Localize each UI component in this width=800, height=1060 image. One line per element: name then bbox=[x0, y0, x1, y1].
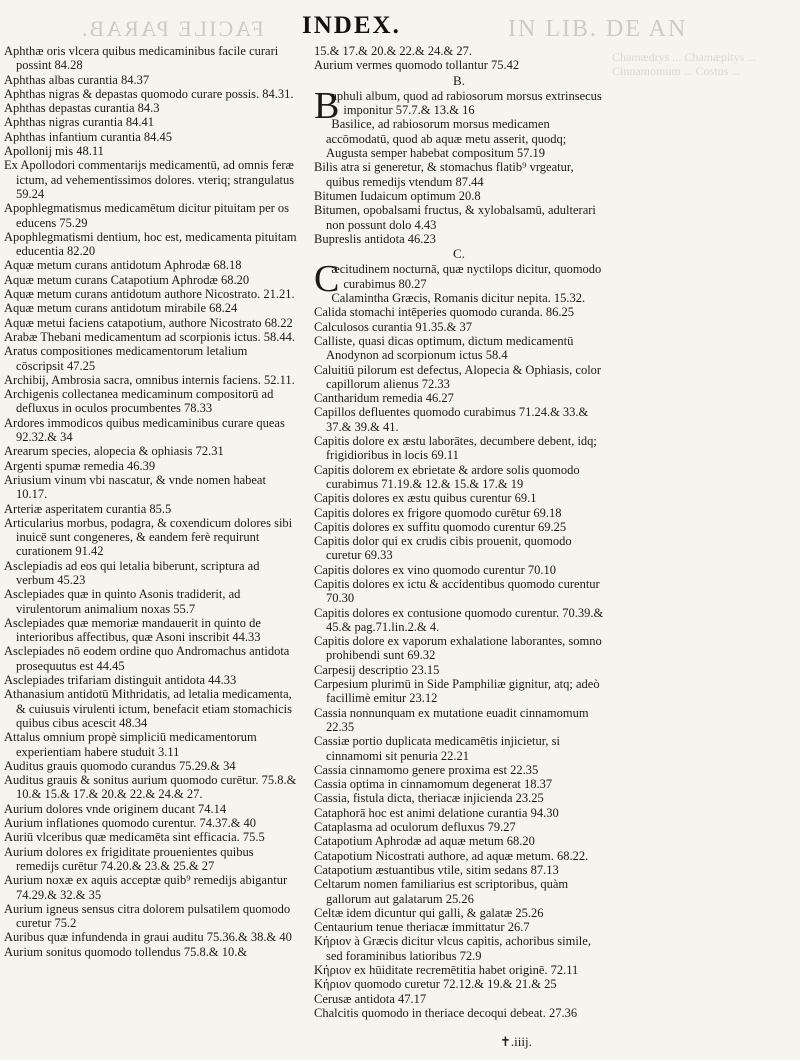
index-entry: Archigenis collectanea medicaminum compositorū ad defluxus in oculos procumbentes 78.33 bbox=[4, 387, 274, 416]
index-entry: Aurium noxæ ex aquis acceptæ quib⁹ remedijs abigantur 74.29.& 32.& 35 bbox=[4, 873, 288, 902]
index-entry: Cataphorā hoc est animi delatione curantia 94.30 bbox=[314, 805, 559, 820]
index-entry: Cassia optima in cinnamomum degenerat 18.37 bbox=[314, 777, 553, 792]
index-entry: Bilis atra si generetur, & stomachus flatib⁹ vrgeatur, quibus remedijs vtendum 87.44 bbox=[314, 160, 574, 189]
index-entry: Aratus compositiones medicamentorum letalium cōscripsit 47.25 bbox=[4, 344, 248, 373]
bleed-through-header-left: FACILE PARAB. bbox=[80, 16, 264, 41]
index-entry: Asclepiadis ad eos qui letalia biberunt, scriptura ad verbum 45.23 bbox=[4, 558, 260, 587]
index-entry: Aphthas depastas curantia 84.3 bbox=[4, 101, 160, 116]
index-entry: Cerusæ antidota 47.17 bbox=[314, 991, 427, 1006]
index-entry: Arteriæ asperitatem curantia 85.5 bbox=[4, 501, 172, 516]
index-entry: Aquæ metui faciens catapotium, authore Nicostrato 68.22 bbox=[4, 315, 293, 330]
index-entry: Capitis dolores ex contusione quomodo curentur. 70.39.& 45.& pag.71.lin.2.& 4. bbox=[314, 605, 604, 634]
letter-heading-b: B. bbox=[453, 72, 465, 88]
index-entry: Asclepiades quæ in quinto Asonis tradiderit, ad virulentorum animalium noxas 55.7 bbox=[4, 587, 241, 616]
index-entry: Capitis dolores ex suffitu quomodo curentur 69.25 bbox=[314, 519, 567, 534]
index-entry: Catapotium æstuantibus vtile, sitim sedans 87.13 bbox=[314, 862, 559, 877]
drop-capital: B bbox=[314, 84, 340, 127]
right-index-column bbox=[314, 44, 604, 1020]
page-title: INDEX. bbox=[302, 12, 401, 39]
index-entry: Capitis dolore ex vaporum exhalatione laborantes, somno prohibendi sunt 69.32 bbox=[314, 634, 602, 663]
index-entry: Aquæ metum curans Catapotium Aphrodæ 68.20 bbox=[4, 272, 250, 287]
index-entry: Capillos defluentes quomodo curabimus 71.24.& 33.& 37.& 39.& 41. bbox=[314, 405, 589, 434]
index-entry: Cataplasma ad oculorum defluxus 79.27 bbox=[314, 820, 516, 835]
index-entry: Capitis dolores ex æstu quibus curentur 69.1 bbox=[314, 491, 537, 506]
index-entry: 15.& 17.& 20.& 22.& 24.& 27. bbox=[314, 44, 472, 58]
index-entry: Aphthas nigras & depastas quomodo curare possis. 84.31. bbox=[4, 86, 294, 101]
index-entry: Ardores immodicos quibus medicaminibus curare queas 92.32.& 34 bbox=[4, 415, 285, 445]
index-entry: Auribus quæ infundenda in graui auditu 75.36.& 38.& 40 bbox=[4, 930, 292, 945]
index-entry: Aurium igneus sensus citra dolorem pulsatilem quomodo curetur 75.2 bbox=[4, 901, 291, 931]
index-entry: Calida stomachi intēperies quomodo curanda. 86.25 bbox=[314, 305, 575, 320]
index-entry: Asclepiades quæ memoriæ mandauerit in quinto de interioribus affectibus, quæ Asoni inscribit 44.33 bbox=[4, 615, 261, 645]
index-entry: Aphthas albas curantia 84.37 bbox=[4, 72, 150, 87]
index-entry: Bupreslis antidota 46.23 bbox=[314, 231, 436, 246]
index-entry: Centaurium tenue theriacæ immittatur 26.7 bbox=[314, 920, 530, 935]
drop-capital: C bbox=[314, 258, 340, 301]
index-entry: Ex Apollodori commentarijs medicamentū, ad omnis feræ ictum, ad vehementissimos dolores. vteriq; strangulatus 59.24 bbox=[4, 158, 295, 201]
index-entry: Calamintha Græcis, Romanis dicitur nepita. 15.32. bbox=[331, 291, 586, 306]
index-entry: B aphuli album, quod ad rabiosorum morsus extrinsecus imponitur 57.7.& 13.& 16 bbox=[314, 84, 602, 127]
bleed-through-text: Chamædrys ... Chamæpitys ... Cinnamomum ... Costus ... bbox=[612, 50, 757, 79]
index-entry: Basilice, ad rabiosorum morsus medicamen accōmodatū, quod ab aquæ metu asserit, quodq; Augusta semper habebat compositum 57.19 bbox=[326, 117, 567, 161]
index-entry: Catapotium Nicostrati authore, ad aquæ metum. 68.22. bbox=[314, 848, 589, 863]
index-entry: Aphthas infantium curantia 84.45 bbox=[4, 129, 173, 144]
index-entry: Asclepiades trifariam distinguit antidota 44.33 bbox=[4, 673, 237, 688]
index-entry: Archibij, Ambrosia sacra, omnibus internis faciens. 52.11. bbox=[4, 372, 295, 387]
index-entry: Aurium dolores ex frigiditate prouenientes quibus remedijs curētur 74.20.& 23.& 25.& 27 bbox=[4, 844, 254, 873]
bleed-through-header-right: IN LIB. DE AN bbox=[508, 16, 688, 42]
index-entry: C æcitudinem nocturnā, quæ nyctilops dicitur, quomodo curabimus 80.27 bbox=[314, 258, 602, 301]
index-entry: Auriū vlceribus quæ medicamēta sint efficacia. 75.5 bbox=[4, 830, 265, 845]
index-entry: Arearum species, alopecia & ophiasis 72.31 bbox=[4, 444, 224, 459]
index-entry: Carpesium plurimū in Side Pamphiliæ gignitur, atq; adeò facillimè emitur 23.12 bbox=[314, 677, 600, 706]
index-entry: Argenti spumæ remedia 46.39 bbox=[4, 458, 156, 473]
index-entry: Κήριον ex hūiditate recremētitia habet originē. 72.11 bbox=[314, 963, 579, 977]
index-entry: Bitumen Iudaicum optimum 20.8 bbox=[314, 188, 481, 203]
index-entry: Aurium inflationes quomodo curentur. 74.37.& 40 bbox=[4, 816, 257, 831]
index-entry: Aquæ metum curans antidotum authore Nicostrato. 21.21. bbox=[4, 287, 295, 302]
index-entry: Capitis dolore ex æstu laborātes, decumbere debent, idq; frigidioribus in locis 69.11 bbox=[314, 434, 597, 463]
index-entry: Aurium vermes quomodo tollantur 75.42 bbox=[314, 58, 520, 73]
index-entry: Cassiæ portio duplicata medicamētis injicietur, si cinnamomi sit penuria 22.21 bbox=[314, 734, 560, 763]
index-entry: Calliste, quasi dicas optimum, dictum medicamentū Anodynon ad scorpionum ictus 58.4 bbox=[314, 333, 574, 363]
index-entry: Aurium dolores vnde originem ducant 74.14 bbox=[4, 801, 227, 816]
index-entry: Aurium sonitus quomodo tollendus 75.8.& 10.& bbox=[4, 944, 248, 959]
index-entry: Capitis dolores ex vino quomodo curentur 70.10 bbox=[314, 562, 556, 577]
letter-heading-c: C. bbox=[453, 246, 465, 262]
index-entry: Aphthæ oris vlcera quibus medicaminibus facile curari possint 84.28 bbox=[4, 44, 279, 73]
index-entry: Cassia, fistula dicta, theriacæ injicienda 23.25 bbox=[314, 791, 544, 806]
index-entry: Apophlegmatismi dentium, hoc est, medicamenta pituitam educentia 82.20 bbox=[4, 229, 297, 259]
index-entry: Ariusium vinum vbi nascatur, & vnde nomen habeat 10.17. bbox=[4, 472, 266, 502]
index-entry: Catapotium Aphrodæ ad aquæ metum 68.20 bbox=[314, 834, 535, 849]
index-entry: Capitis dolor qui ex crudis cibis prouenit, quomodo curetur 69.33 bbox=[314, 534, 572, 563]
index-entry: Apollonij mis 48.11 bbox=[4, 144, 104, 159]
index-entry: Apophlegmatismus medicamētum dicitur pituitam per os educens 75.29 bbox=[4, 201, 290, 230]
index-entry: Articularius morbus, podagra, & coxendicum dolores sibi inuicē sunt congeneres, & eandem ferè requirunt curationem 91.42 bbox=[4, 515, 293, 559]
signature-mark: ✝.iiij. bbox=[500, 1034, 532, 1049]
index-entry: Cantharidum remedia 46.27 bbox=[314, 391, 454, 406]
index-entry: Capitis dolores ex frigore quomodo curētur 69.18 bbox=[314, 505, 562, 520]
index-entry: Cassia nonnunquam ex mutatione euadit cinnamomum 22.35 bbox=[314, 705, 589, 734]
index-entry: Athanasium antidotū Mithridatis, ad letalia medicamenta, & cuiusuis virulenti ictum, benefacit etiam stomachicis quibus cibus acescit 48.34 bbox=[4, 687, 292, 730]
index-entry: Calculosos curantia 91.35.& 37 bbox=[314, 319, 472, 334]
index-entry: Carpesij descriptio 23.15 bbox=[314, 662, 440, 677]
index-entry: Bitumen, opobalsami fructus, & xylobalsamū, adulterari non possunt dolo 4.43 bbox=[314, 203, 596, 232]
index-entry: Aquæ metum curans antidotum mirabile 68.24 bbox=[4, 301, 238, 316]
index-entry: Arabæ Thebani medicamentum ad scorpionis ictus. 58.44. bbox=[4, 329, 296, 344]
index-entry: Celtæ idem dicuntur qui galli, & galatæ 25.26 bbox=[314, 905, 544, 920]
left-index-column bbox=[4, 44, 298, 959]
index-entry: Caluitiū pilorum est defectus, Alopecia & Ophiasis, color capillorum alienus 72.33 bbox=[314, 362, 602, 391]
index-entry: Chalcitis quomodo in theriace decoqui debeat. 27.36 bbox=[314, 1005, 578, 1020]
index-entry: Aquæ metum curans antidotum Aphrodæ 68.18 bbox=[4, 258, 242, 273]
index-entry: Aphthas nigras curantia 84.41 bbox=[4, 115, 154, 130]
index-entry: Asclepiades nō eodem ordine quo Andromachus antidota prosequutus est 44.45 bbox=[4, 644, 290, 673]
index-entry: Celtarum nomen familiarius est scriptoribus, quàm gallorum aut galatarum 25.26 bbox=[314, 877, 569, 906]
index-entry: Auditus grauis & sonitus aurium quomodo curētur. 75.8.& 10.& 15.& 17.& 20.& 22.& 24.& 27. bbox=[4, 773, 297, 802]
index-entry: Capitis dolores ex ictu & accidentibus quomodo curentur 70.30 bbox=[314, 576, 600, 606]
index-entry: Κήριον à Græcis dicitur vlcus capitis, achoribus simile, sed foraminibus latioribus 72.9 bbox=[314, 934, 591, 963]
index-entry: Auditus grauis quomodo curandus 75.29.& 34 bbox=[4, 758, 236, 773]
index-entry: Attalus omnium propè simpliciū medicamentorum experientiam habere studuit 3.11 bbox=[4, 730, 257, 759]
index-entry: Cassia cinnamomo genere proxima est 22.35 bbox=[314, 762, 539, 777]
index-entry: Capitis dolorem ex ebrietate & ardore solis quomodo curabimus 71.19.& 12.& 15.& 17.& 19 bbox=[314, 462, 580, 491]
index-entry: Κήριον quomodo curetur 72.12.& 19.& 21.& 25 bbox=[314, 977, 557, 992]
